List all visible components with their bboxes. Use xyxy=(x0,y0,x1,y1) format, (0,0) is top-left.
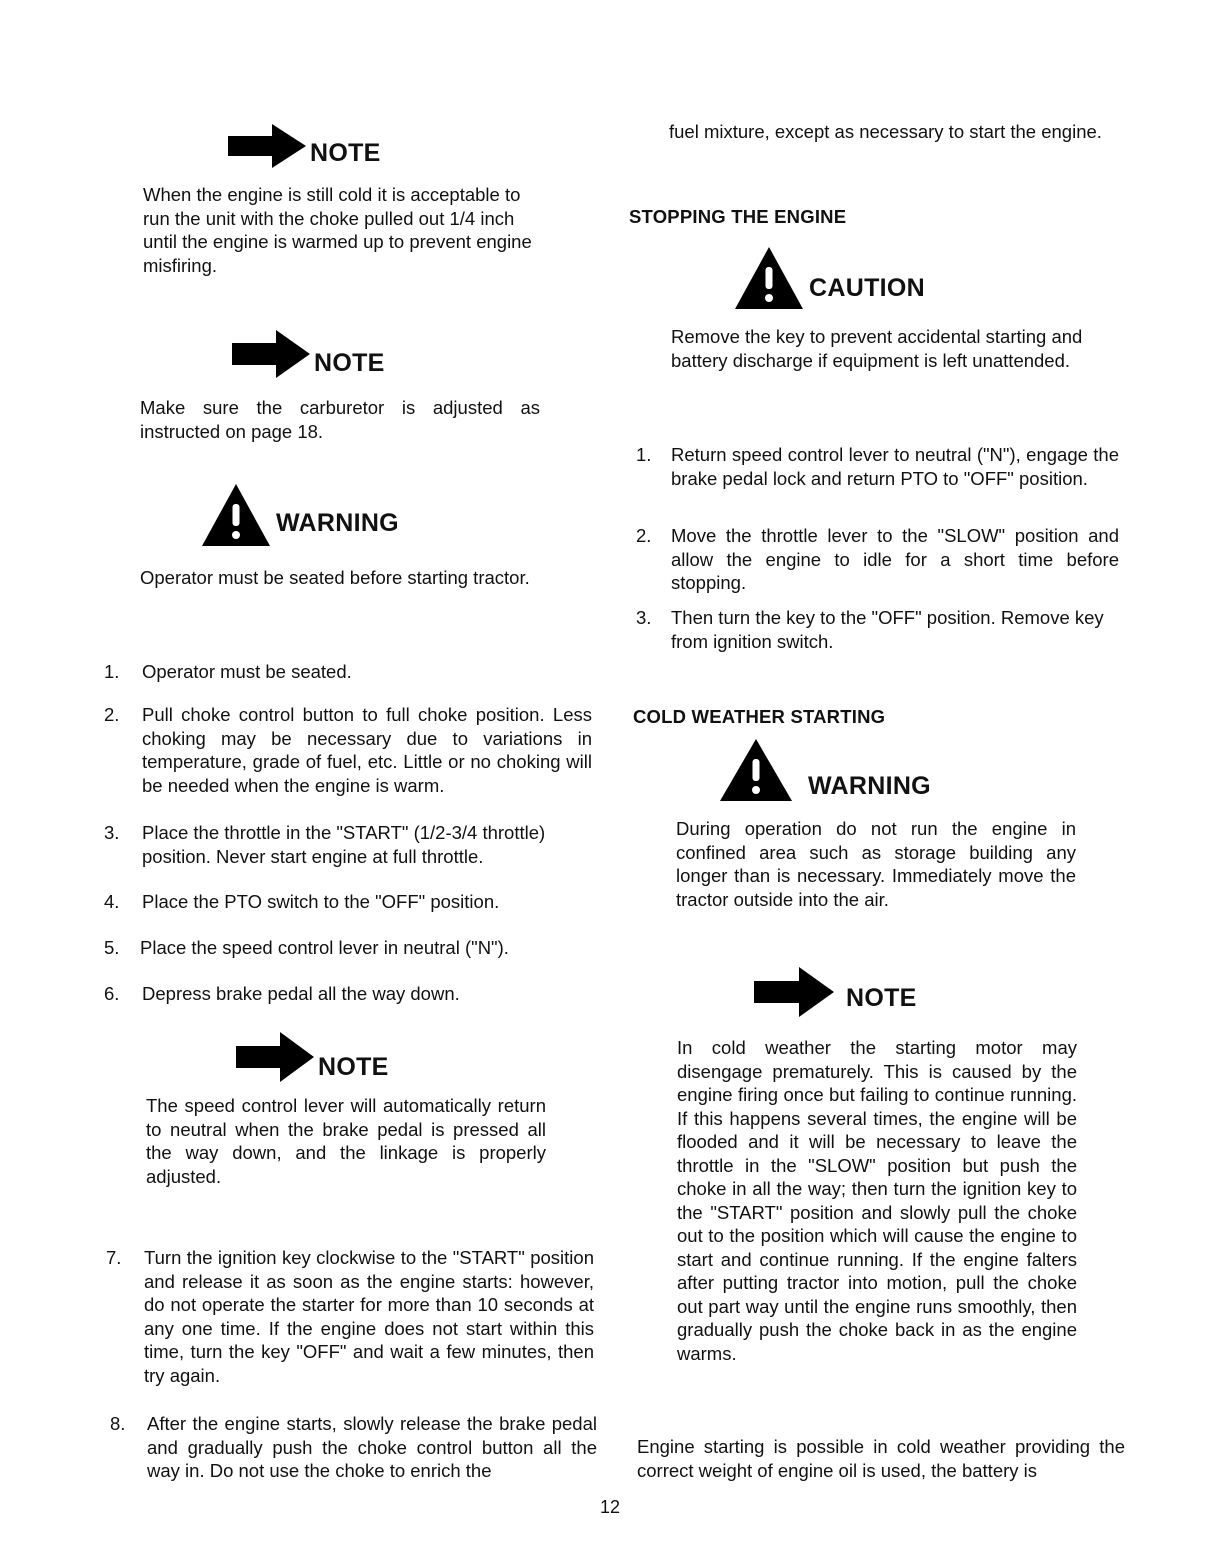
step-number: 7. xyxy=(106,1247,122,1268)
warning-triangle-icon xyxy=(733,245,805,311)
note-label: NOTE xyxy=(314,349,385,377)
note-text-2: Make sure the carburetor is adjusted as instructed on page 18. xyxy=(140,397,540,442)
caution-heading xyxy=(733,245,925,311)
step-number: 4. xyxy=(104,891,120,912)
note-heading-3 xyxy=(236,1032,389,1082)
step-number: 2. xyxy=(636,525,652,546)
caution-text: Remove the key to prevent accidental starting and battery discharge if equipment is left unattended. xyxy=(671,326,1083,371)
warning-text-2: During operation do not run the engine in confined area such as storage building any longer than is necessary. Immediately move the tractor outside into the air. xyxy=(676,818,1076,910)
final-paragraph: Engine starting is possible in cold weather providing the correct weight of engine oil is used, the battery is xyxy=(637,1436,1125,1481)
note-label: NOTE xyxy=(846,984,917,1012)
warning-label: WARNING xyxy=(808,772,931,800)
note-text-1: When the engine is still cold it is acceptable to run the unit with the choke pulled out 1/4 inch until the engine is warmed up to prevent engine misfiring. xyxy=(143,184,532,276)
step-number: 8. xyxy=(110,1413,126,1434)
warning-triangle-icon xyxy=(718,737,794,803)
step-text: Then turn the key to the "OFF" position. Remove key from ignition switch. xyxy=(671,607,1104,652)
step-text: After the engine starts, slowly release the brake pedal and gradually push the choke control button all the way in. Do not use the choke to enrich the xyxy=(147,1413,597,1481)
step-number: 3. xyxy=(104,822,120,843)
step-text: Pull choke control button to full choke position. Less choking may be necessary due to variations in temperature, grade of fuel, etc. Little or no choking will be needed when the engine is warm. xyxy=(142,704,592,796)
step-text: Turn the ignition key clockwise to the "START" position and release it as soon as the engine starts: however, do not operate the starter for more than 10 seconds at any one time. If the engine does not start within this time, turn the key "OFF" and wait a few minutes, then try again. xyxy=(144,1247,594,1386)
step-number: 1. xyxy=(104,661,120,682)
warning-triangle-icon xyxy=(200,482,272,548)
continued-text: fuel mixture, except as necessary to start the engine. xyxy=(669,121,1102,142)
warning-text-1: Operator must be seated before starting tractor. xyxy=(140,567,530,588)
step-text: Place the PTO switch to the "OFF" position. xyxy=(142,891,500,912)
cold-weather-heading: COLD WEATHER STARTING xyxy=(633,706,886,727)
step-text: Place the throttle in the "START" (1/2-3/4 throttle) position. Never start engine at full throttle. xyxy=(142,822,546,867)
step-text: Operator must be seated. xyxy=(142,661,352,682)
step-text: Move the throttle lever to the "SLOW" position and allow the engine to idle for a short time before stopping. xyxy=(671,525,1119,593)
note-heading-2 xyxy=(232,330,385,378)
page-number: 12 xyxy=(600,1497,621,1517)
note-heading-4 xyxy=(754,967,917,1017)
step-text: Return speed control lever to neutral ("N"), engage the brake pedal lock and return PTO to "OFF" position. xyxy=(671,444,1119,489)
warning-label: WARNING xyxy=(276,509,399,537)
warning-heading-1 xyxy=(200,482,399,548)
arrow-icon xyxy=(236,1032,314,1082)
step-number: 3. xyxy=(636,607,652,628)
arrow-icon xyxy=(228,124,306,168)
step-number: 1. xyxy=(636,444,652,465)
note-label: NOTE xyxy=(310,139,381,167)
note-label: NOTE xyxy=(318,1053,389,1081)
note-text-3: The speed control lever will automatically return to neutral when the brake pedal is pressed all the way down, and the linkage is properly adjusted. xyxy=(146,1095,546,1187)
step-text: Place the speed control lever in neutral ("N"). xyxy=(140,937,509,958)
step-number: 6. xyxy=(104,983,120,1004)
note-text-4: In cold weather the starting motor may disengage prematurely. This is caused by the engine firing once but failing to continue running. If this happens several times, the engine will be flooded and it will be necessary to leave the throttle in the "SLOW" position but push the choke in all the way; then turn the ignition key to the "START" position and slowly pull the choke out to the position which will cause the engine to start and continue running. If the engine falters after putting tractor into motion, pull the choke out part way until the engine runs smoothly, then gradually push the choke back in as the engine warms. xyxy=(677,1037,1077,1364)
caution-label: CAUTION xyxy=(809,274,925,302)
warning-heading-2 xyxy=(718,737,931,803)
arrow-icon xyxy=(232,330,310,378)
step-text: Depress brake pedal all the way down. xyxy=(142,983,460,1004)
arrow-icon xyxy=(754,967,834,1017)
note-heading-1 xyxy=(228,124,381,168)
step-number: 2. xyxy=(104,704,120,725)
stopping-heading: STOPPING THE ENGINE xyxy=(629,206,847,227)
step-number: 5. xyxy=(104,937,120,958)
